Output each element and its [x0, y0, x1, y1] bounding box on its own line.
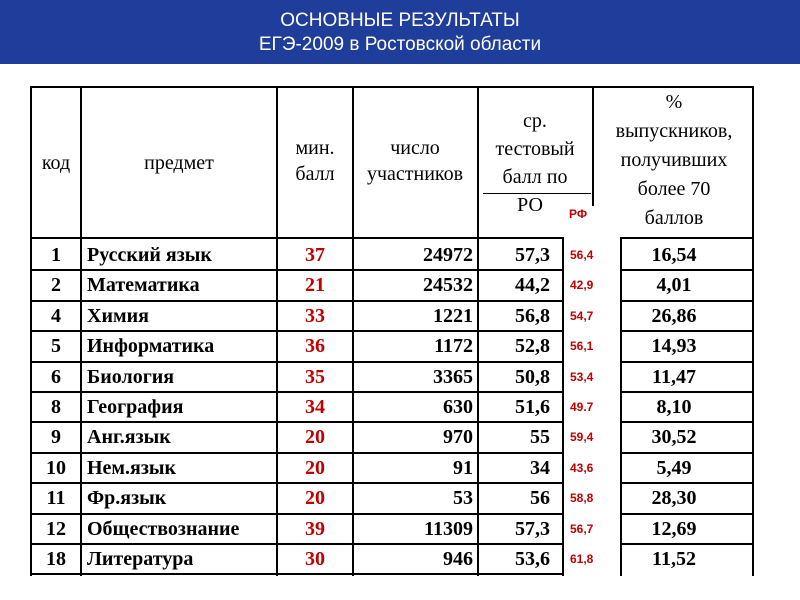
- row-percent: 28,30: [651, 487, 697, 510]
- row-rf-avg: 54,7: [570, 308, 594, 323]
- row-code: 18: [46, 548, 66, 570]
- header-subject: предмет: [144, 152, 214, 174]
- row-code: 2: [51, 274, 61, 297]
- header-participants: [352, 135, 478, 187]
- header-percent-line: более 70: [637, 178, 711, 200]
- row-avg-score: 55: [530, 426, 550, 449]
- row-code: 1: [51, 244, 61, 266]
- header-avg-line: балл по: [502, 166, 568, 188]
- header-participants-line: число: [390, 137, 440, 159]
- header-min-score-line: балл: [295, 163, 335, 185]
- row-code: 5: [51, 335, 61, 358]
- row-subject: Русский язык: [87, 244, 212, 266]
- row-participants: 1172: [434, 335, 473, 358]
- row-percent: 11,52: [652, 548, 696, 570]
- row-rf-avg: 49.7: [570, 400, 594, 414]
- header-underline: [620, 237, 754, 239]
- row-percent: 4,01: [656, 274, 692, 297]
- header-avg-line: ср.: [523, 110, 547, 132]
- row-participants: 970: [443, 426, 473, 449]
- row-avg-score: 53,6: [515, 548, 550, 570]
- row-min-score: 33: [305, 304, 325, 327]
- row-subject: Математика: [87, 274, 200, 297]
- row-avg-score: 57,3: [515, 244, 550, 266]
- header-avg-line: РО: [517, 194, 543, 216]
- row-percent: 12,69: [651, 517, 697, 540]
- row-code: 10: [46, 456, 66, 479]
- row-avg-score: 56: [530, 487, 550, 510]
- row-rf-avg: 61,8: [570, 552, 594, 566]
- avg-subheader-line: [483, 193, 591, 194]
- row-subject: География: [87, 396, 184, 418]
- header-code: код: [41, 152, 71, 174]
- row-subject: Обществознание: [87, 517, 240, 540]
- row-min-score: 37: [305, 244, 325, 266]
- row-min-score: 36: [305, 335, 325, 358]
- row-rf-avg: 56,7: [570, 521, 594, 536]
- row-percent: 16,54: [651, 244, 697, 266]
- title-banner: [0, 0, 800, 64]
- row-percent: 26,86: [651, 304, 697, 327]
- row-percent: 14,93: [651, 335, 697, 358]
- row-participants: 11309: [424, 517, 473, 540]
- header-percent-line: %: [665, 91, 683, 113]
- row-participants: 946: [443, 548, 473, 570]
- header-underline: [30, 237, 564, 239]
- header-avg-score: [482, 107, 588, 219]
- row-percent: 8,10: [656, 396, 692, 418]
- row-min-score: 34: [305, 396, 325, 418]
- row-subject: Химия: [87, 304, 149, 327]
- header-rf: РФ: [569, 207, 588, 221]
- title-line-2: ЕГЭ-2009 в Ростовской области: [258, 34, 542, 55]
- row-avg-score: 50,8: [515, 365, 550, 388]
- header-percent-line: выпускников,: [615, 120, 733, 142]
- row-code: 9: [51, 426, 61, 449]
- header-participants-line: участников: [366, 163, 464, 185]
- row-rf-avg: 53,4: [570, 369, 594, 384]
- row-participants: 24972: [423, 244, 473, 266]
- row-rf-avg: 43,6: [570, 460, 594, 475]
- row-min-score: 21: [305, 274, 325, 297]
- row-participants: 1221: [433, 304, 473, 327]
- row-rf-avg: 42,9: [570, 278, 594, 293]
- row-avg-score: 56,8: [515, 304, 550, 327]
- row-participants: 91: [453, 456, 473, 479]
- row-participants: 24532: [423, 274, 473, 297]
- row-participants: 630: [443, 396, 473, 418]
- table-border-top: [30, 86, 754, 88]
- row-subject: Фр.язык: [87, 487, 167, 510]
- row-code: 6: [51, 365, 61, 388]
- row-min-score: 35: [305, 365, 325, 388]
- row-participants: 3365: [433, 365, 473, 388]
- row-rf-avg: 56,4: [570, 248, 594, 262]
- row-avg-score: 52,8: [515, 335, 550, 358]
- row-percent: 5,49: [656, 456, 692, 479]
- title-line-1: ОСНОВНЫЕ РЕЗУЛЬТАТЫ: [280, 10, 520, 31]
- row-subject: Нем.язык: [87, 456, 177, 479]
- row-avg-score: 34: [530, 456, 550, 479]
- row-code: 12: [46, 517, 66, 540]
- row-percent: 30,52: [651, 426, 697, 449]
- row-min-score: 20: [305, 456, 325, 479]
- row-min-score: 39: [305, 517, 325, 540]
- col-line: [562, 237, 564, 576]
- header-min-score-line: мин.: [295, 137, 335, 159]
- row-subject: Анг.язык: [87, 426, 171, 449]
- row-subject: Литература: [87, 548, 194, 570]
- row-subject: Информатика: [87, 335, 215, 358]
- row-min-score: 20: [305, 426, 325, 449]
- row-code: 4: [51, 304, 61, 327]
- header-percent-line: получивших: [620, 149, 728, 171]
- header-avg-line: тестовый: [495, 138, 575, 160]
- row-avg-score: 57,3: [515, 517, 550, 540]
- row-code: 8: [51, 396, 61, 418]
- row-rf-avg: 56,1: [570, 339, 594, 354]
- row-subject: Биология: [87, 365, 175, 388]
- row-code: 11: [46, 487, 66, 510]
- row-rf-avg: 58,8: [570, 491, 594, 506]
- col-line: [592, 86, 594, 206]
- header-percent-line: баллов: [644, 207, 704, 229]
- row-participants: 53: [453, 487, 473, 510]
- row-avg-score: 44,2: [515, 274, 550, 297]
- row-min-score: 20: [305, 487, 325, 510]
- header-percent: [596, 88, 752, 233]
- row-rf-avg: 59,4: [570, 430, 594, 445]
- row-min-score: 30: [305, 548, 325, 570]
- row-avg-score: 51,6: [515, 396, 550, 418]
- header-min-score: [278, 135, 352, 187]
- row-percent: 11,47: [652, 365, 696, 388]
